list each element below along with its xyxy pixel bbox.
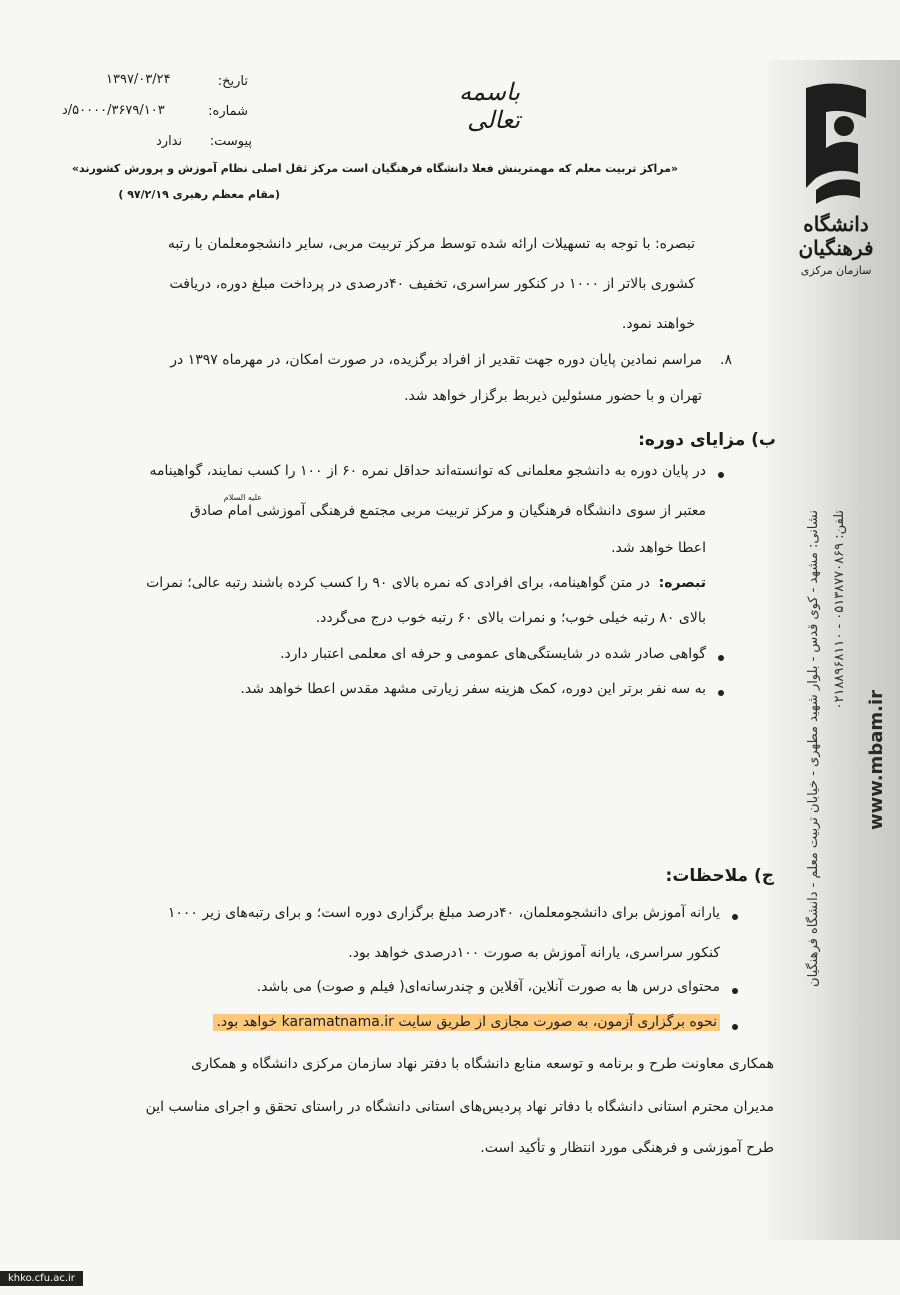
bullet-b3 — [718, 690, 724, 696]
b1-line2: معتبر از سوی دانشگاه فرهنگیان و مرکز تربیت مربی مجتمع فرهنگی آموزشی امام صادق — [190, 503, 706, 519]
closing-line1: همکاری معاونت طرح و برنامه و توسعه منابع دانشگاه با دفتر نهاد سازمان مرکزی دانشگاه و همکاری — [191, 1056, 774, 1072]
b3: به سه نفر برتر این دوره، کمک هزینه سفر زیارتی مشهد مقدس اعطا خواهد شد. — [240, 681, 706, 697]
side-phone: تلفن: ۰۵۱۳۸۷۷۰۸۶۹ - ۰۲۱۸۸۹۶۸۱۱۰ — [832, 510, 847, 710]
attachment-label: پیوست: — [209, 134, 252, 149]
number-value: ۵۰۰۰۰/۳۶۷۹/۱۰۳/د — [62, 103, 165, 118]
c3-site-link: karamatnama.ir — [281, 1014, 394, 1030]
bullet-c3 — [732, 1024, 738, 1030]
b-note-line1: در متن گواهینامه، برای افرادی که نمره بالای ۹۰ را کسب کرده باشند رتبه عالی؛ نمرات — [146, 575, 650, 591]
leader-quote: «مراکز تربیت معلم که مهمترینش فعلا دانشگاه فرهنگیان است مرکز ثقل اصلی نظام آموزش و پرورش کشورند» — [71, 162, 678, 175]
closing-line2: مدیران محترم استانی دانشگاه با دفاتر نهاد پردیس‌های استانی دانشگاه در راستای تحقق و اجرای مناسب این — [145, 1099, 774, 1115]
source-watermark: khko.cfu.ac.ir — [0, 1271, 83, 1286]
side-website: www.mbam.ir — [866, 690, 887, 831]
side-address: نشانی: مشهد - کوی قدس - بلوار شهید مطهری - خیابان تربیت معلم - دانشگاه فرهنگیان — [806, 510, 821, 987]
item-8-number: ۸. — [720, 352, 732, 368]
logo-emblem-icon — [786, 78, 886, 208]
section-b-heading: ب) مزایای دوره: — [638, 430, 776, 450]
number-label: شماره: — [208, 104, 248, 119]
note-top-line3: خواهند نمود. — [621, 316, 695, 332]
c1-line1: یارانه آموزش برای دانشجومعلمان، ۴۰درصد مبلغ برگزاری دوره است؛ و برای رتبه‌های زیر ۱۰۰۰ — [167, 905, 720, 921]
item-8-line2: تهران و با حضور مسئولین ذیربط برگزار خواهد شد. — [404, 388, 702, 404]
b1-honorific: علیه السلام — [223, 493, 262, 502]
date-label: تاریخ: — [217, 74, 248, 89]
note-top-line2: کشوری بالاتر از ۱۰۰۰ در کنکور سراسری، تخفیف ۴۰درصدی در پرداخت مبلغ دوره، دریافت — [169, 276, 695, 292]
b1-line1: در پایان دوره به دانشجو معلمانی که توانسته‌اند حداقل نمره ۶۰ از ۱۰۰ را کسب نمایند، گواهینامه — [149, 463, 706, 479]
b-note-label: تبصره: — [658, 575, 706, 591]
c2: محتوای درس ها به صورت آنلاین، آفلاین و چندرسانه‌ای( فیلم و صوت) می باشد. — [256, 979, 720, 995]
leader-quote-source: (مقام معظم رهبری ۹۷/۲/۱۹ ) — [118, 188, 280, 201]
item-8-line1: مراسم نمادین پایان دوره جهت تقدیر از افراد برگزیده، در صورت امکان، در مهرماه ۱۳۹۷ در — [170, 352, 702, 368]
logo-name: دانشگاه فرهنگیان — [798, 212, 874, 260]
b1-line3: اعطا خواهد شد. — [611, 540, 706, 556]
bullet-c1 — [732, 914, 738, 920]
bullet-b2 — [718, 655, 724, 661]
b2: گواهی صادر شده در شایستگی‌های عمومی و حرفه ای معلمی اعتبار دارد. — [280, 646, 706, 662]
note-top-line1: تبصره: با توجه به تسهیلات ارائه شده توسط مرکز تربیت مربی، سایر دانشجومعلمان با رتبه — [167, 236, 695, 252]
c3-highlighted-line — [213, 1014, 720, 1031]
date-value: ۱۳۹۷/۰۳/۲۴ — [106, 72, 171, 87]
basmala: باسمه تعالی — [459, 78, 520, 134]
b-note-line2: بالای ۸۰ رتبه خیلی خوب؛ و نمرات بالای ۶۰ رتبه خوب درج می‌گردد. — [315, 610, 706, 626]
bullet-c2 — [732, 988, 738, 994]
logo-subtitle: سازمان مرکزی — [800, 264, 872, 277]
c3-post: خواهد بود. — [216, 1014, 278, 1030]
attachment-value: ندارد — [156, 134, 183, 149]
university-logo — [786, 78, 886, 277]
c1-line2: کنکور سراسری، یارانه آموزش به صورت ۱۰۰درصدی خواهد بود. — [348, 945, 720, 961]
section-c-heading: ج) ملاحظات: — [665, 866, 774, 886]
c3-pre: نحوه برگزاری آزمون، به صورت مجازی از طریق سایت — [398, 1014, 717, 1030]
closing-line3: طرح آموزشی و فرهنگی مورد انتظار و تأکید است. — [480, 1140, 774, 1156]
bullet-b1 — [718, 472, 724, 478]
